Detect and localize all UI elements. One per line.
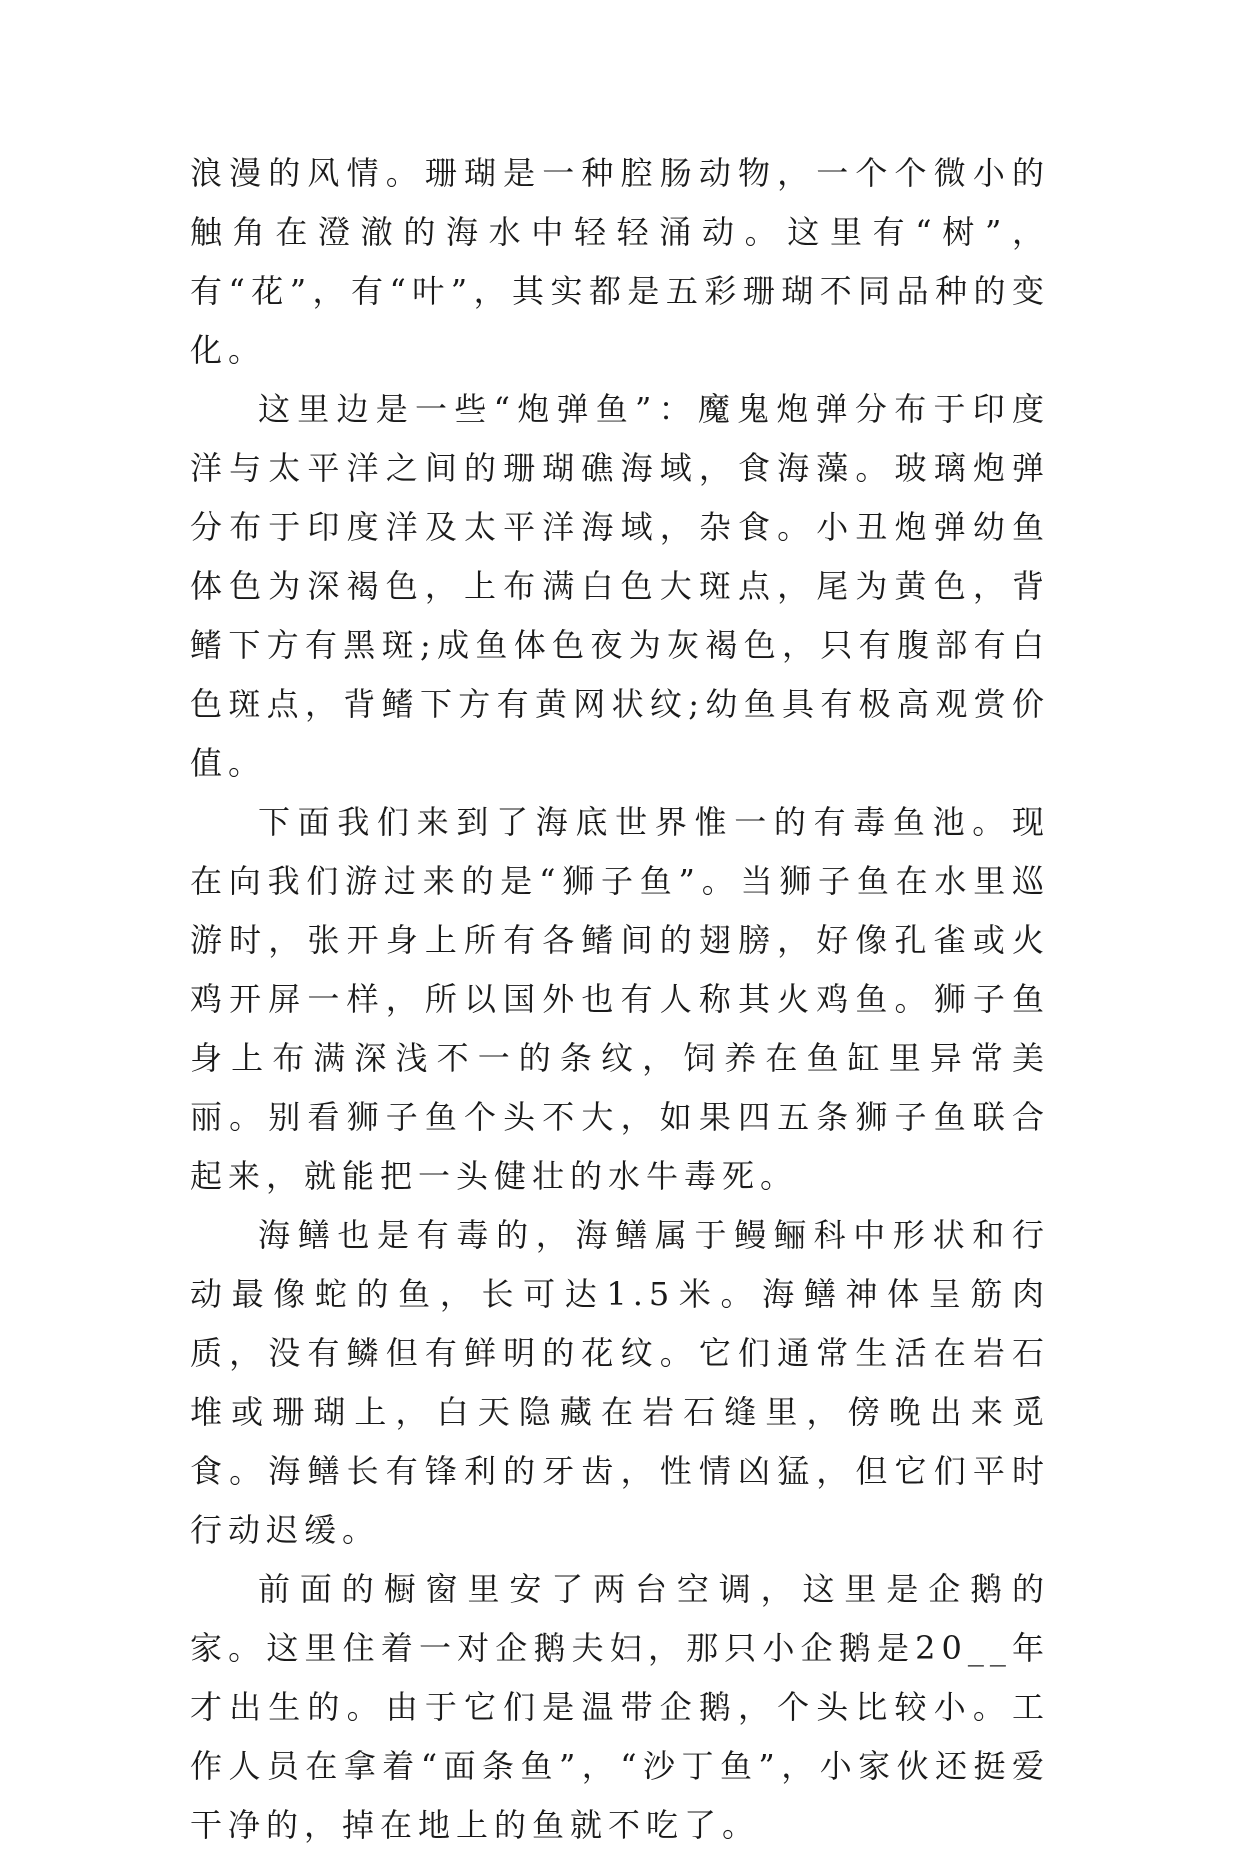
paragraph-lionfish: 下面我们来到了海底世界惟一的有毒鱼池。现在向我们游过来的是“狮子鱼”。当狮子鱼在水里巡游时，张开身上所有各鳍间的翅膀，好像孔雀或火鸡开屏一样，所以国外也有人称其火鸡鱼。狮子鱼身上布满深浅不一的条纹，饲养在鱼缸里异常美丽。别看狮子鱼个头不大，如果四五条狮子鱼联合起来，就能把一头健壮的水牛毒死。 — [190, 803, 1050, 1195]
paragraph-penguin: 前面的橱窗里安了两台空调，这里是企鹅的家。这里住着一对企鹅夫妇，那只小企鹅是20__年才出生的。由于它们是温带企鹅，个头比较小。工作人员在拿着“面条鱼”，“沙丁鱼”，小家伙还挺爱干净的，掉在地上的鱼就不吃了。 — [190, 1570, 1050, 1844]
document-body — [190, 144, 1050, 1855]
paragraph-moray-eel: 海鳝也是有毒的，海鳝属于鳗鲡科中形状和行动最像蛇的鱼，长可达1.5米。海鳝神体呈筋肉质，没有鳞但有鲜明的花纹。它们通常生活在岩石堆或珊瑚上，白天隐藏在岩石缝里，傍晚出来觅食。海鳝长有锋利的牙齿，性情凶猛，但它们平时行动迟缓。 — [190, 1216, 1050, 1549]
paragraph-triggerfish: 这里边是一些“炮弹鱼”：魔鬼炮弹分布于印度洋与太平洋之间的珊瑚礁海域，食海藻。玻璃炮弹分布于印度洋及太平洋海域，杂食。小丑炮弹幼鱼体色为深褐色，上布满白色大斑点，尾为黄色，背鳍下方有黑斑;成鱼体色夜为灰褐色，只有腹部有白色斑点，背鳍下方有黄网状纹;幼鱼具有极高观赏价值。 — [190, 390, 1050, 782]
paragraph-coral: 浪漫的风情。珊瑚是一种腔肠动物，一个个微小的触角在澄澈的海水中轻轻涌动。这里有“树”，有“花”，有“叶”，其实都是五彩珊瑚不同品种的变化。 — [190, 154, 1050, 369]
